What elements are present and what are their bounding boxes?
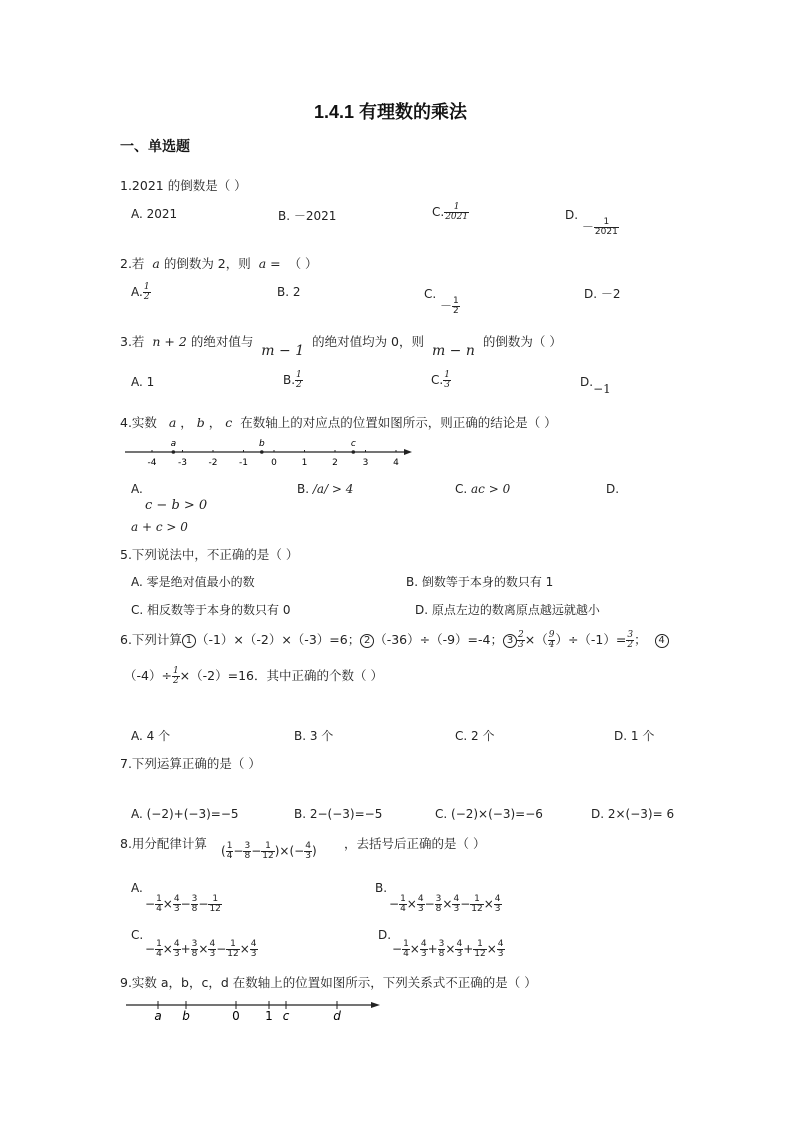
q7-option-d: D. 2×(−3)= 6 bbox=[591, 807, 675, 821]
q8-option-b-label: B. bbox=[375, 881, 388, 895]
q9-label-c: c bbox=[282, 1009, 290, 1023]
q8-expression: ( $\frac{1}{4}$ − $\frac{3}{8}$ − $\frac{1}{12}$ )×(− $\frac{4}{3}$ ) bbox=[221, 841, 317, 861]
q4-option-a: A. c − b > 0 bbox=[131, 482, 208, 513]
q2-option-c: C. － $\frac{1}{2}$ bbox=[424, 287, 459, 316]
question-9-stem: 9.实数 a，b，c，d 在数轴上的位置如图所示，下列关系式不正确的是（ ） bbox=[120, 975, 537, 990]
q8-option-b-expr: − $\frac{1}{4}$ × $\frac{4}{3}$ − $\frac{3}{8}$ × $\frac{4}{3}$ − $\frac{1}{12}$ × $\frac{4}{3}$ bbox=[389, 894, 501, 914]
q4-tick-label: -2 bbox=[208, 458, 218, 468]
q3-option-a: A. 1 bbox=[131, 375, 155, 389]
q4-tick-label: 3 bbox=[362, 458, 369, 468]
q7-option-c: C. (−2)×(−3)=−6 bbox=[435, 807, 543, 821]
q1-option-c: C. $\frac{1}{2021}$ bbox=[432, 202, 469, 222]
q4-option-d-expr: a + c > 0 bbox=[131, 520, 188, 534]
q4-tick-label: 0 bbox=[271, 458, 277, 468]
circled-3: 3 bbox=[503, 634, 517, 648]
q2-option-d: D. －2 bbox=[584, 287, 621, 301]
question-4-stem: 4.实数 a ， b ， c 在数轴上的对应点的位置如图所示，则正确的结论是（ ） bbox=[120, 415, 557, 430]
q9-number-line bbox=[120, 995, 390, 1027]
q8-option-d-label: D. bbox=[378, 928, 392, 942]
q8-option-d-expr: − $\frac{1}{4}$ × $\frac{4}{3}$ + $\frac{3}{8}$ × $\frac{4}{3}$ + $\frac{1}{12}$ × $\frac{4}{3}$ bbox=[392, 939, 504, 959]
q2-option-b: B. 2 bbox=[277, 285, 301, 299]
q5-option-c: C. 相反数等于本身的数只有 0 bbox=[131, 603, 291, 617]
q8-option-a-label: A. bbox=[131, 881, 143, 895]
q6-option-d: D. 1 个 bbox=[614, 729, 655, 743]
q4-point-b bbox=[260, 450, 264, 454]
q8-option-c-expr: − $\frac{1}{4}$ × $\frac{4}{3}$ + $\frac{3}{8}$ × $\frac{4}{3}$ − $\frac{1}{12}$ × $\frac{4}{3}$ bbox=[145, 939, 257, 959]
q9-label-b: b bbox=[182, 1009, 190, 1023]
q3-option-c: C. $\frac{1}{3}$ bbox=[431, 370, 450, 390]
question-1-stem: 1.2021 的倒数是（ ） bbox=[120, 178, 247, 193]
q4-point-label-a: a bbox=[170, 439, 177, 449]
q4-tick-label: -1 bbox=[239, 458, 248, 468]
q3-option-d: D.−1 bbox=[580, 375, 611, 396]
q9-label-0: 0 bbox=[232, 1009, 240, 1023]
q6-option-b: B. 3 个 bbox=[294, 729, 334, 743]
q5-option-d: D. 原点左边的数离原点越远就越小 bbox=[415, 603, 600, 617]
q4-tick-label: 2 bbox=[332, 458, 338, 468]
circled-4: 4 bbox=[655, 634, 669, 648]
q7-option-b: B. 2−(−3)=−5 bbox=[294, 807, 383, 821]
q9-label-a: a bbox=[154, 1009, 162, 1023]
q4-tick-label: -3 bbox=[178, 458, 187, 468]
question-6-stem: 6.下列计算 1 （-1）×（-2）×（-3）=6； 2 （-36）÷（-9）=-4； 3 $\frac{2}{3}$ ×（ $\frac{9}{4}$ ）÷（-1）= $\frac{3}{2}$ ； 4 bbox=[120, 630, 669, 650]
question-2-stem: 2.若 a 的倒数为 2，则 a = （ ） bbox=[120, 256, 318, 271]
q9-label-1: 1 bbox=[265, 1009, 273, 1023]
q4-option-b: B. /a/ > 4 bbox=[297, 482, 354, 496]
q8-option-a-expr: − $\frac{1}{4}$ × $\frac{4}{3}$ − $\frac{3}{8}$ − $\frac{1}{12}$ bbox=[145, 894, 221, 914]
question-8-stem-end: ，去括号后正确的是（ ） bbox=[344, 836, 486, 851]
q4-number-line bbox=[120, 435, 420, 469]
q4-tick-label: 4 bbox=[393, 458, 399, 468]
q3-option-b: B. $\frac{1}{2}$ bbox=[283, 370, 302, 390]
question-3-stem: 3.若 n + 2 的绝对值与 m − 1 的绝对值均为 0，则 m − n 的倒数为（ ） bbox=[120, 334, 562, 359]
page-title: 1.4.1 有理数的乘法 bbox=[314, 102, 468, 122]
q8-option-c-label: C. bbox=[131, 928, 144, 942]
q5-option-b: B. 倒数等于本身的数只有 1 bbox=[406, 575, 554, 589]
q9-label-d: d bbox=[333, 1009, 341, 1023]
q4-point-label-b: b bbox=[258, 439, 265, 449]
q1-option-a: A. 2021 bbox=[131, 207, 178, 221]
q4-option-d-label: D. bbox=[606, 482, 620, 496]
question-7-stem: 7.下列运算正确的是（ ） bbox=[120, 756, 261, 771]
q4-tick-label: -4 bbox=[147, 458, 157, 468]
q1-option-b: B. －2021 bbox=[278, 209, 337, 223]
q6-option-a: A. 4 个 bbox=[131, 729, 171, 743]
circled-1: 1 bbox=[182, 634, 196, 648]
question-5-stem: 5.下列说法中，不正确的是（ ） bbox=[120, 547, 299, 562]
circled-2: 2 bbox=[360, 634, 374, 648]
q4-option-c: C. ac > 0 bbox=[455, 482, 511, 496]
q2-option-a: A. $\frac{1}{2}$ bbox=[131, 282, 150, 302]
q1-option-d: D. － $\frac{1}{2021}$ bbox=[565, 208, 618, 237]
q4-point-label-c: c bbox=[350, 439, 356, 449]
question-6-line2: （-4）÷ $\frac{1}{2}$ ×（-2）=16．其中正确的个数（ ） bbox=[124, 666, 383, 686]
q4-tick-label: 1 bbox=[301, 458, 308, 468]
q5-option-a: A. 零是绝对值最小的数 bbox=[131, 575, 255, 589]
q4-point-a bbox=[172, 450, 176, 454]
q7-option-a: A. (−2)+(−3)=−5 bbox=[131, 807, 239, 821]
question-8-stem-pre: 8.用分配律计算 bbox=[120, 836, 207, 851]
q6-option-c: C. 2 个 bbox=[455, 729, 495, 743]
section-heading: 一、单选题 bbox=[120, 139, 190, 155]
q4-point-c bbox=[352, 450, 356, 454]
